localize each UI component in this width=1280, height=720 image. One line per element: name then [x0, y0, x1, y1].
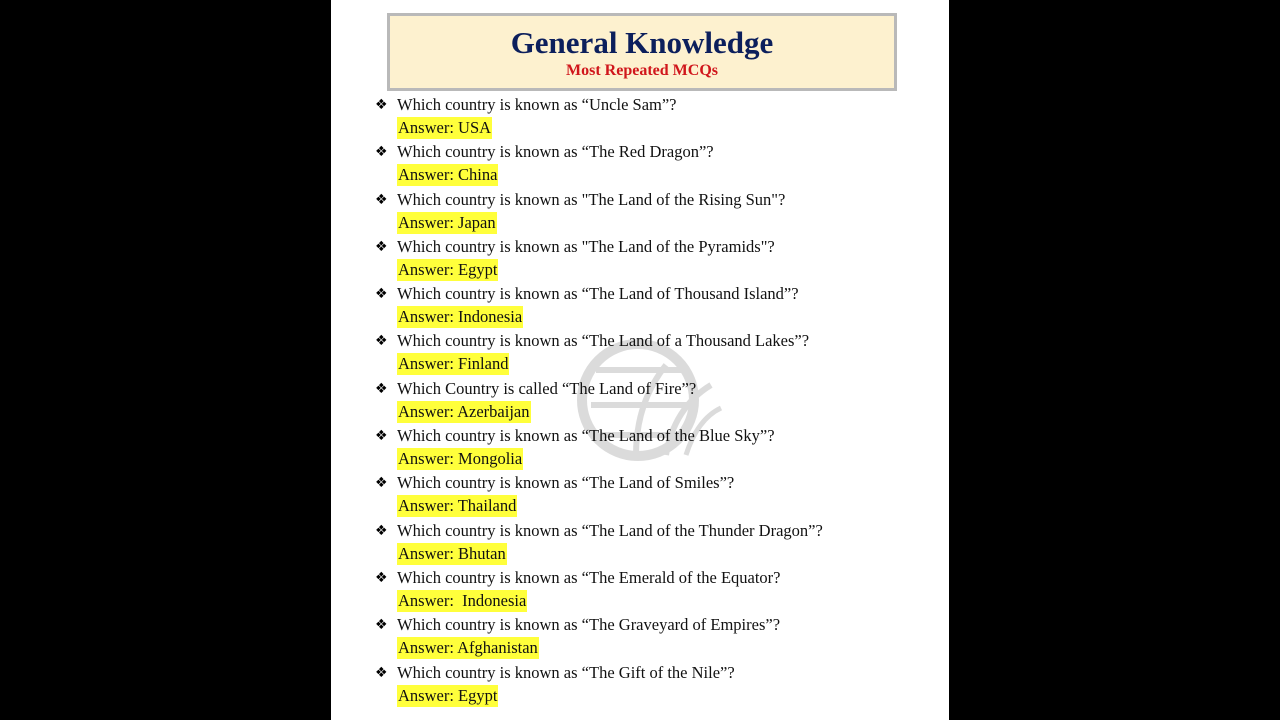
diamond-bullet-icon: ❖ — [375, 569, 388, 586]
question-text: Which country is known as “The Land of the Thunder Dragon”? — [397, 520, 823, 540]
page-title: General Knowledge — [510, 25, 774, 60]
question-text: Which country is known as “The Gift of the Nile”? — [397, 662, 735, 682]
list-item — [375, 424, 935, 471]
diamond-bullet-icon: ❖ — [375, 144, 388, 161]
question-text: Which country is known as “Uncle Sam”? — [397, 95, 677, 114]
diamond-bullet-icon: ❖ — [375, 475, 388, 492]
question-text: Which country is known as “The Emerald of the Equator? — [397, 567, 781, 587]
answer-text: Answer: Azerbaijan — [398, 401, 530, 421]
diamond-bullet-icon: ❖ — [375, 333, 388, 350]
answer-text: Answer: Bhutan — [398, 543, 506, 563]
diamond-bullet-icon: ❖ — [375, 286, 388, 303]
answer-text: Answer: China — [398, 165, 498, 185]
answer-text: Answer: Finland — [398, 354, 509, 374]
question-text: Which country is known as “The Red Dragon”? — [397, 142, 714, 162]
list-item — [375, 519, 935, 566]
list-item — [375, 93, 935, 140]
list-item — [375, 613, 935, 660]
answer-text: Answer: Indonesia — [398, 307, 523, 327]
list-item — [375, 377, 935, 424]
diamond-bullet-icon: ❖ — [375, 522, 388, 539]
list-item — [375, 329, 935, 376]
list-item — [375, 471, 935, 518]
question-list — [375, 93, 935, 708]
header-box — [387, 13, 897, 91]
answer-text: Answer: Indonesia — [398, 590, 527, 610]
list-item — [375, 566, 935, 613]
diamond-bullet-icon: ❖ — [375, 97, 388, 113]
list-item — [375, 140, 935, 187]
question-text: Which country is known as “The Graveyard of Empires”? — [397, 615, 781, 635]
list-item — [375, 235, 935, 282]
diamond-bullet-icon: ❖ — [375, 191, 388, 208]
diamond-bullet-icon: ❖ — [375, 617, 388, 634]
question-text: Which country is known as "The Land of the Pyramids"? — [397, 236, 775, 256]
question-text: Which country is known as "The Land of the Rising Sun"? — [397, 189, 786, 209]
list-item — [375, 661, 935, 708]
question-text: Which country is known as “The Land of the Blue Sky”? — [397, 426, 775, 446]
list-item — [375, 188, 935, 235]
diamond-bullet-icon: ❖ — [375, 380, 388, 397]
answer-text: Answer: Afghanistan — [398, 638, 538, 658]
answer-text: Answer: Thailand — [398, 496, 517, 516]
list-item — [375, 282, 935, 329]
answer-text: Answer: Mongolia — [398, 449, 523, 469]
answer-text: Answer: Japan — [398, 212, 496, 232]
question-text: Which country is known as “The Land of Smiles”? — [397, 473, 735, 493]
answer-text: Answer: USA — [398, 118, 492, 137]
page-subtitle: Most Repeated MCQs — [566, 62, 718, 79]
diamond-bullet-icon: ❖ — [375, 238, 388, 255]
document-page — [331, 0, 949, 720]
diamond-bullet-icon: ❖ — [375, 428, 388, 445]
diamond-bullet-icon: ❖ — [375, 664, 388, 681]
question-text: Which country is known as “The Land of Thousand Island”? — [397, 284, 799, 304]
question-text: Which Country is called “The Land of Fire”? — [397, 378, 697, 398]
answer-text: Answer: Egypt — [398, 685, 498, 705]
question-text: Which country is known as “The Land of a Thousand Lakes”? — [397, 331, 810, 351]
answer-text: Answer: Egypt — [398, 259, 498, 279]
